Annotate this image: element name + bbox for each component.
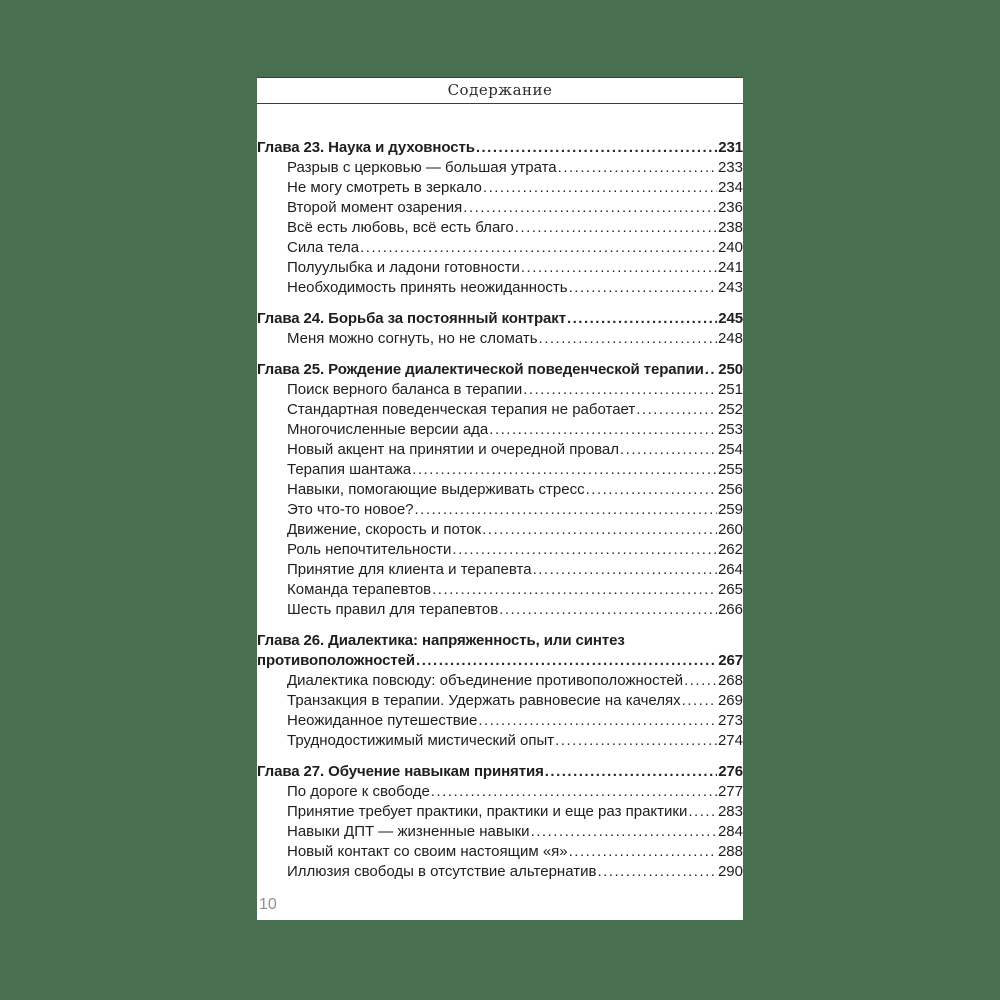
entry-page-number: 231 <box>718 139 743 156</box>
entry-title: Не могу смотреть в зеркало <box>287 179 482 196</box>
entry-title: Сила тела <box>287 239 360 256</box>
entry-page-number: 252 <box>717 401 743 418</box>
entry-title: По дороге к свободе <box>287 783 430 800</box>
entry-page-number: 255 <box>717 461 743 478</box>
entry-page-number: 240 <box>717 239 743 256</box>
entry-title: Движение, скорость и поток <box>287 521 482 538</box>
leader-dots <box>523 380 717 400</box>
leader-dots <box>432 580 717 600</box>
entry-page-number: 256 <box>717 481 743 498</box>
entry-title: Новый контакт со своим настоящим «я» <box>287 843 568 860</box>
entry-row <box>257 198 743 218</box>
entry-row <box>257 460 743 480</box>
entry-row <box>257 420 743 440</box>
entry-row <box>257 711 743 731</box>
leader-dots <box>521 258 717 278</box>
entry-row <box>257 440 743 460</box>
entry-page-number: 268 <box>717 672 743 689</box>
entry-row <box>257 822 743 842</box>
entry-page-number: 284 <box>717 823 743 840</box>
leader-dots <box>539 329 717 349</box>
leader-dots <box>482 520 717 540</box>
entry-title: Диалектика повсюду: объединение противоположностей <box>287 672 684 689</box>
entry-page-number: 269 <box>717 692 743 709</box>
leader-dots <box>597 862 717 882</box>
leader-dots <box>684 671 717 691</box>
leader-dots <box>569 842 717 862</box>
entry-title: Принятие требует практики, практики и еще раз практики <box>287 803 688 820</box>
book-page <box>257 77 743 920</box>
leader-dots <box>533 560 717 580</box>
toc-section <box>257 631 743 751</box>
entry-page-number: 253 <box>717 421 743 438</box>
leader-dots <box>567 309 717 329</box>
page-number-footer: 10 <box>259 896 277 913</box>
leader-dots <box>620 440 717 460</box>
leader-dots <box>705 360 718 380</box>
chapter-row <box>257 360 743 380</box>
entry-title: Разрыв с церковью — большая утрата <box>287 159 557 176</box>
entry-page-number: 288 <box>717 843 743 860</box>
entry-page-number: 265 <box>717 581 743 598</box>
leader-dots <box>489 420 717 440</box>
entry-row <box>257 842 743 862</box>
leader-dots <box>569 278 717 298</box>
entry-row <box>257 258 743 278</box>
entry-page-number: 277 <box>717 783 743 800</box>
chapter-row <box>257 309 743 329</box>
entry-page-number: 276 <box>718 763 743 780</box>
entry-title: Иллюзия свободы в отсутствие альтернатив <box>287 863 597 880</box>
leader-dots <box>483 178 717 198</box>
toc-section <box>257 309 743 349</box>
entry-row <box>257 691 743 711</box>
leader-dots <box>586 480 717 500</box>
entry-page-number: 254 <box>717 441 743 458</box>
chapter-row <box>257 762 743 782</box>
leader-dots <box>476 138 717 158</box>
entry-page-number: 236 <box>717 199 743 216</box>
leader-dots <box>515 218 717 238</box>
entry-row <box>257 480 743 500</box>
leader-dots <box>478 711 717 731</box>
entry-title: противоположностей <box>257 652 416 669</box>
entry-page-number: 273 <box>717 712 743 729</box>
entry-row <box>257 731 743 751</box>
entry-row <box>257 278 743 298</box>
leader-dots <box>412 460 717 480</box>
entry-title: Новый акцент на принятии и очередной провал <box>287 441 619 458</box>
entry-title: Меня можно согнуть, но не сломать <box>287 330 538 347</box>
entry-title: Неожиданное путешествие <box>287 712 478 729</box>
entry-title: Глава 25. Рождение диалектической поведенческой терапии <box>257 361 704 378</box>
leader-dots <box>682 691 717 711</box>
leader-dots <box>416 651 717 671</box>
entry-title: Многочисленные версии ада <box>287 421 489 438</box>
entry-row <box>257 520 743 540</box>
leader-dots <box>360 238 717 258</box>
chapter-row <box>257 631 743 671</box>
entry-title: Навыки, помогающие выдерживать стресс <box>287 481 585 498</box>
entry-title-line1: Глава 26. Диалектика: напряженность, или синтез <box>257 632 625 649</box>
leader-dots <box>463 198 717 218</box>
entry-row <box>257 560 743 580</box>
entry-page-number: 267 <box>718 652 743 669</box>
entry-row <box>257 329 743 349</box>
entry-page-number: 290 <box>717 863 743 880</box>
entry-page-number: 264 <box>717 561 743 578</box>
entry-title: Глава 24. Борьба за постоянный контракт <box>257 310 566 327</box>
toc-header-title: Содержание <box>257 77 743 104</box>
chapter-row <box>257 138 743 158</box>
entry-page-number: 234 <box>717 179 743 196</box>
toc-section <box>257 360 743 620</box>
entry-page-number: 274 <box>717 732 743 749</box>
entry-title: Труднодостижимый мистический опыт <box>287 732 555 749</box>
entry-title: Навыки ДПТ — жизненные навыки <box>287 823 530 840</box>
entry-title: Это что-то новое? <box>287 501 414 518</box>
toc-section <box>257 762 743 882</box>
toc-list <box>257 138 743 882</box>
leader-dots <box>531 822 717 842</box>
entry-row <box>257 540 743 560</box>
entry-row <box>257 218 743 238</box>
entry-title: Роль непочтительности <box>287 541 452 558</box>
entry-title: Транзакция в терапии. Удержать равновесие на качелях <box>287 692 681 709</box>
leader-dots <box>555 731 717 751</box>
entry-row <box>257 580 743 600</box>
entry-title: Команда терапевтов <box>287 581 432 598</box>
entry-page-number: 233 <box>717 159 743 176</box>
entry-row <box>257 782 743 802</box>
entry-page-number: 259 <box>717 501 743 518</box>
entry-row <box>257 671 743 691</box>
entry-row <box>257 238 743 258</box>
entry-page-number: 283 <box>717 803 743 820</box>
entry-title: Терапия шантажа <box>287 461 412 478</box>
leader-dots <box>415 500 717 520</box>
leader-dots <box>499 600 717 620</box>
entry-title: Глава 23. Наука и духовность <box>257 139 475 156</box>
entry-page-number: 248 <box>717 330 743 347</box>
entry-title: Шесть правил для терапевтов <box>287 601 499 618</box>
entry-page-number: 241 <box>717 259 743 276</box>
entry-page-number: 251 <box>717 381 743 398</box>
leader-dots <box>688 802 717 822</box>
entry-page-number: 245 <box>718 310 743 327</box>
leader-dots <box>636 400 717 420</box>
entry-title: Глава 27. Обучение навыкам принятия <box>257 763 544 780</box>
leader-dots <box>558 158 717 178</box>
entry-title: Стандартная поведенческая терапия не работает <box>287 401 636 418</box>
entry-title: Всё есть любовь, всё есть благо <box>287 219 514 236</box>
entry-row <box>257 600 743 620</box>
leader-dots <box>431 782 717 802</box>
entry-row <box>257 862 743 882</box>
entry-page-number: 262 <box>717 541 743 558</box>
entry-row <box>257 400 743 420</box>
entry-page-number: 250 <box>718 361 743 378</box>
entry-page-number: 266 <box>717 601 743 618</box>
entry-title: Принятие для клиента и терапевта <box>287 561 532 578</box>
leader-dots <box>545 762 718 782</box>
entry-title: Полуулыбка и ладони готовности <box>287 259 520 276</box>
entry-row <box>257 802 743 822</box>
entry-row <box>257 158 743 178</box>
entry-row <box>257 178 743 198</box>
entry-page-number: 243 <box>717 279 743 296</box>
entry-row <box>257 380 743 400</box>
entry-row <box>257 500 743 520</box>
entry-title: Второй момент озарения <box>287 199 463 216</box>
entry-page-number: 238 <box>717 219 743 236</box>
entry-title: Поиск верного баланса в терапии <box>287 381 523 398</box>
entry-title: Необходимость принять неожиданность <box>287 279 568 296</box>
toc-section <box>257 138 743 298</box>
leader-dots <box>452 540 717 560</box>
entry-page-number: 260 <box>717 521 743 538</box>
